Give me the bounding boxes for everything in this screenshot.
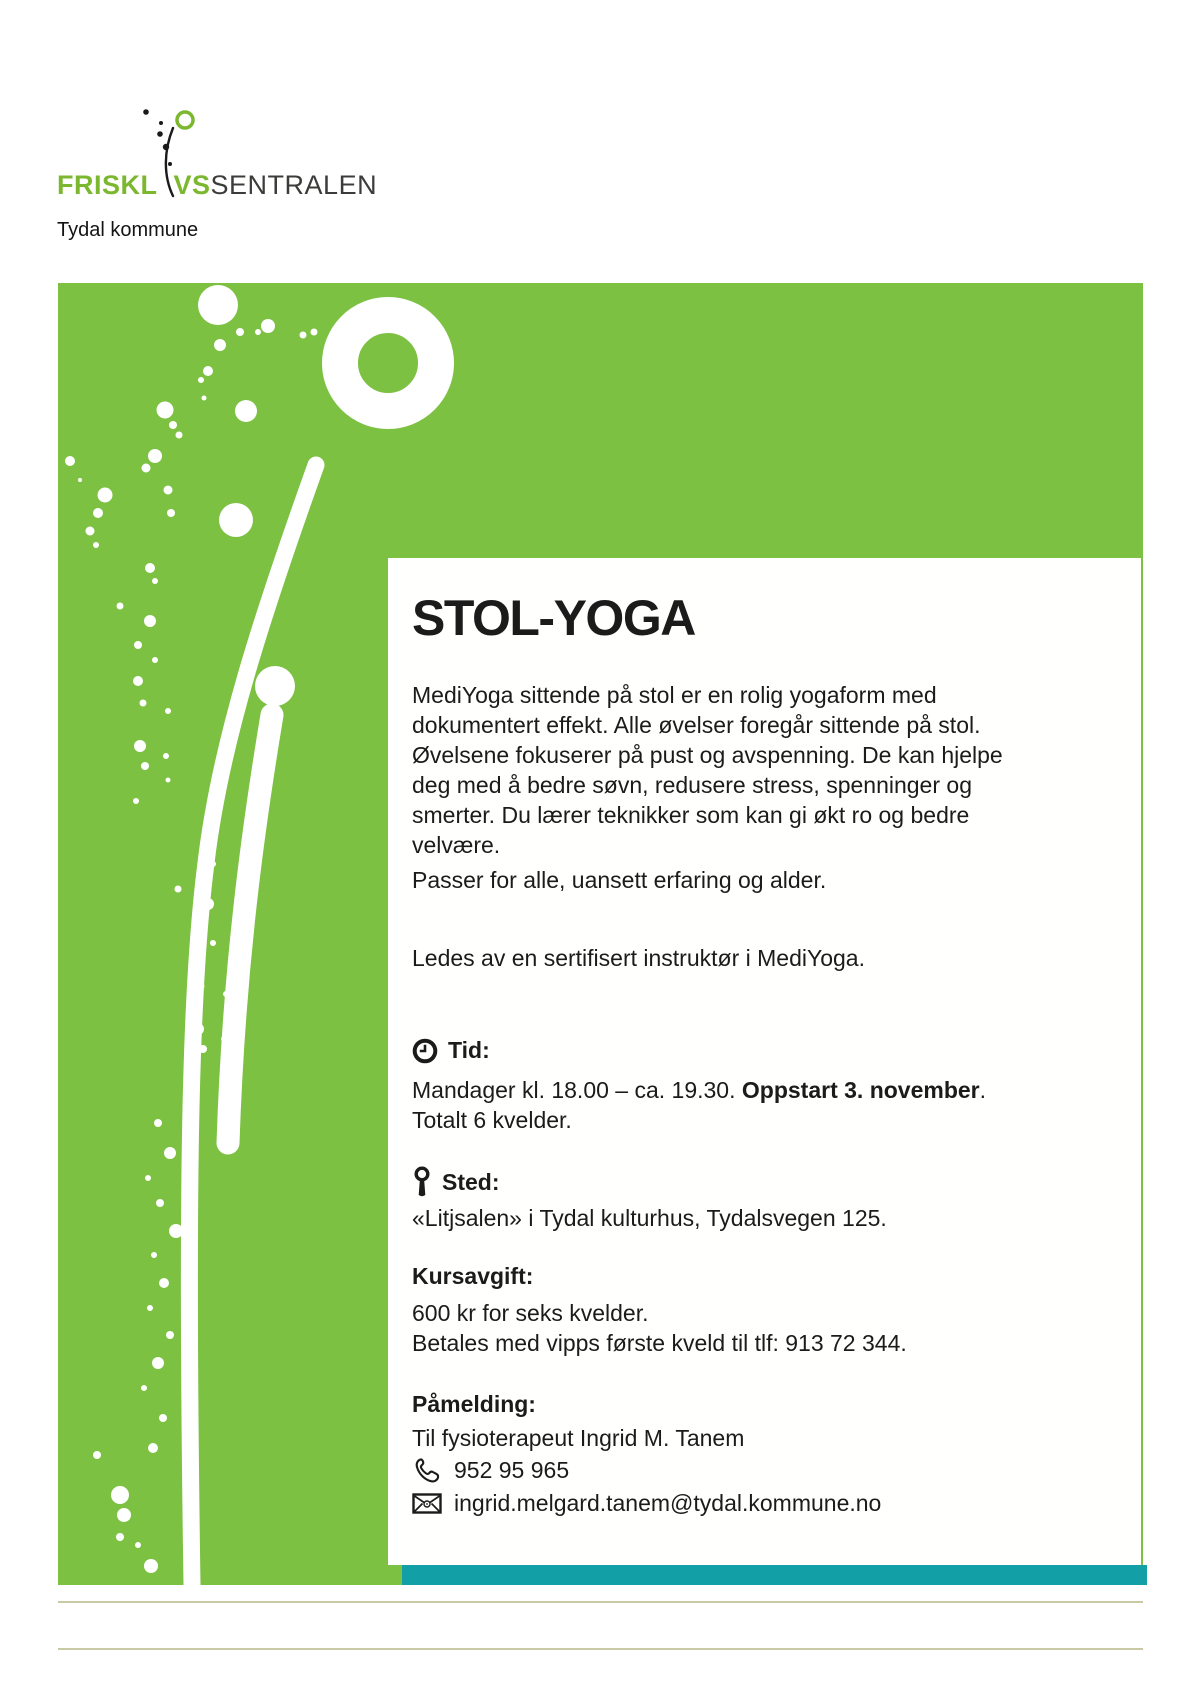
brand-part-sentralen: SENTRALEN	[210, 170, 378, 200]
accent-bar	[402, 1565, 1147, 1585]
intro-line: velvære.	[412, 832, 501, 858]
brand-part-friskl: FRISKL	[57, 170, 158, 200]
brand-part-vs: VS	[173, 170, 211, 200]
brand-wordmark	[57, 170, 377, 201]
time-label: Tid:	[448, 1037, 490, 1063]
time-section-heading	[412, 1037, 1125, 1064]
schedule-normal-text: Mandager kl. 18.00 – ca. 19.30.	[412, 1077, 742, 1103]
contact-person-line: Til fysioterapeut Ingrid M. Tanem	[412, 1425, 745, 1451]
fee-label: Kursavgift:	[412, 1263, 534, 1289]
intro-line: Øvelsene fokuserer på pust og avspenning. De kan hjelpe	[412, 742, 1003, 768]
total-evenings-line: Totalt 6 kvelder.	[412, 1107, 572, 1133]
envelope-icon	[412, 1493, 442, 1514]
municipality-label: Tydal kommune	[57, 219, 199, 241]
content-card	[388, 558, 1141, 1565]
schedule-suffix: .	[979, 1077, 987, 1103]
signup-label: Påmelding:	[412, 1391, 536, 1417]
location-pin-icon	[412, 1166, 432, 1198]
location-label: Sted:	[442, 1168, 500, 1195]
footer-rule-2	[58, 1648, 1143, 1650]
schedule-line	[412, 1075, 1125, 1105]
signup-section-heading	[412, 1391, 1125, 1418]
intro-line: smerter. Du lærer teknikker som kan gi økt ro og bedre	[412, 802, 970, 828]
intro-line: Passer for alle, uansett erfaring og alder.	[412, 867, 827, 893]
location-section-heading	[412, 1166, 1125, 1198]
clock-icon	[412, 1038, 438, 1064]
intro-line: MediYoga sittende på stol er en rolig yogaform med	[412, 682, 937, 708]
intro-paragraph	[412, 680, 1125, 895]
email-row	[412, 1488, 1125, 1518]
email-address: ingrid.melgard.tanem@tydal.kommune.no	[454, 1490, 882, 1516]
intro-line: deg med å bedre søvn, redusere stress, spenninger og	[412, 772, 972, 798]
intro-line: dokumentert effekt. Alle øvelser foregår sittende på stol.	[412, 712, 981, 738]
poster-title: STOL-YOGA	[412, 590, 695, 646]
fee-amount-line: 600 kr for seks kvelder.	[412, 1300, 649, 1326]
phone-number: 952 95 965	[454, 1457, 570, 1483]
instructor-line: Ledes av en sertifisert instruktør i MediYoga.	[412, 945, 865, 971]
phone-handset-icon	[412, 1455, 442, 1485]
phone-row	[412, 1455, 1125, 1485]
payment-line: Betales med vipps første kveld til tlf: 913 72 344.	[412, 1330, 907, 1356]
fee-section-heading	[412, 1263, 1125, 1290]
hero-green-panel	[58, 283, 1143, 1585]
footer-rule-1	[58, 1601, 1143, 1603]
schedule-start-date: Oppstart 3. november	[741, 1077, 980, 1103]
venue-line: «Litjsalen» i Tydal kulturhus, Tydalsvegen 125.	[412, 1205, 887, 1231]
